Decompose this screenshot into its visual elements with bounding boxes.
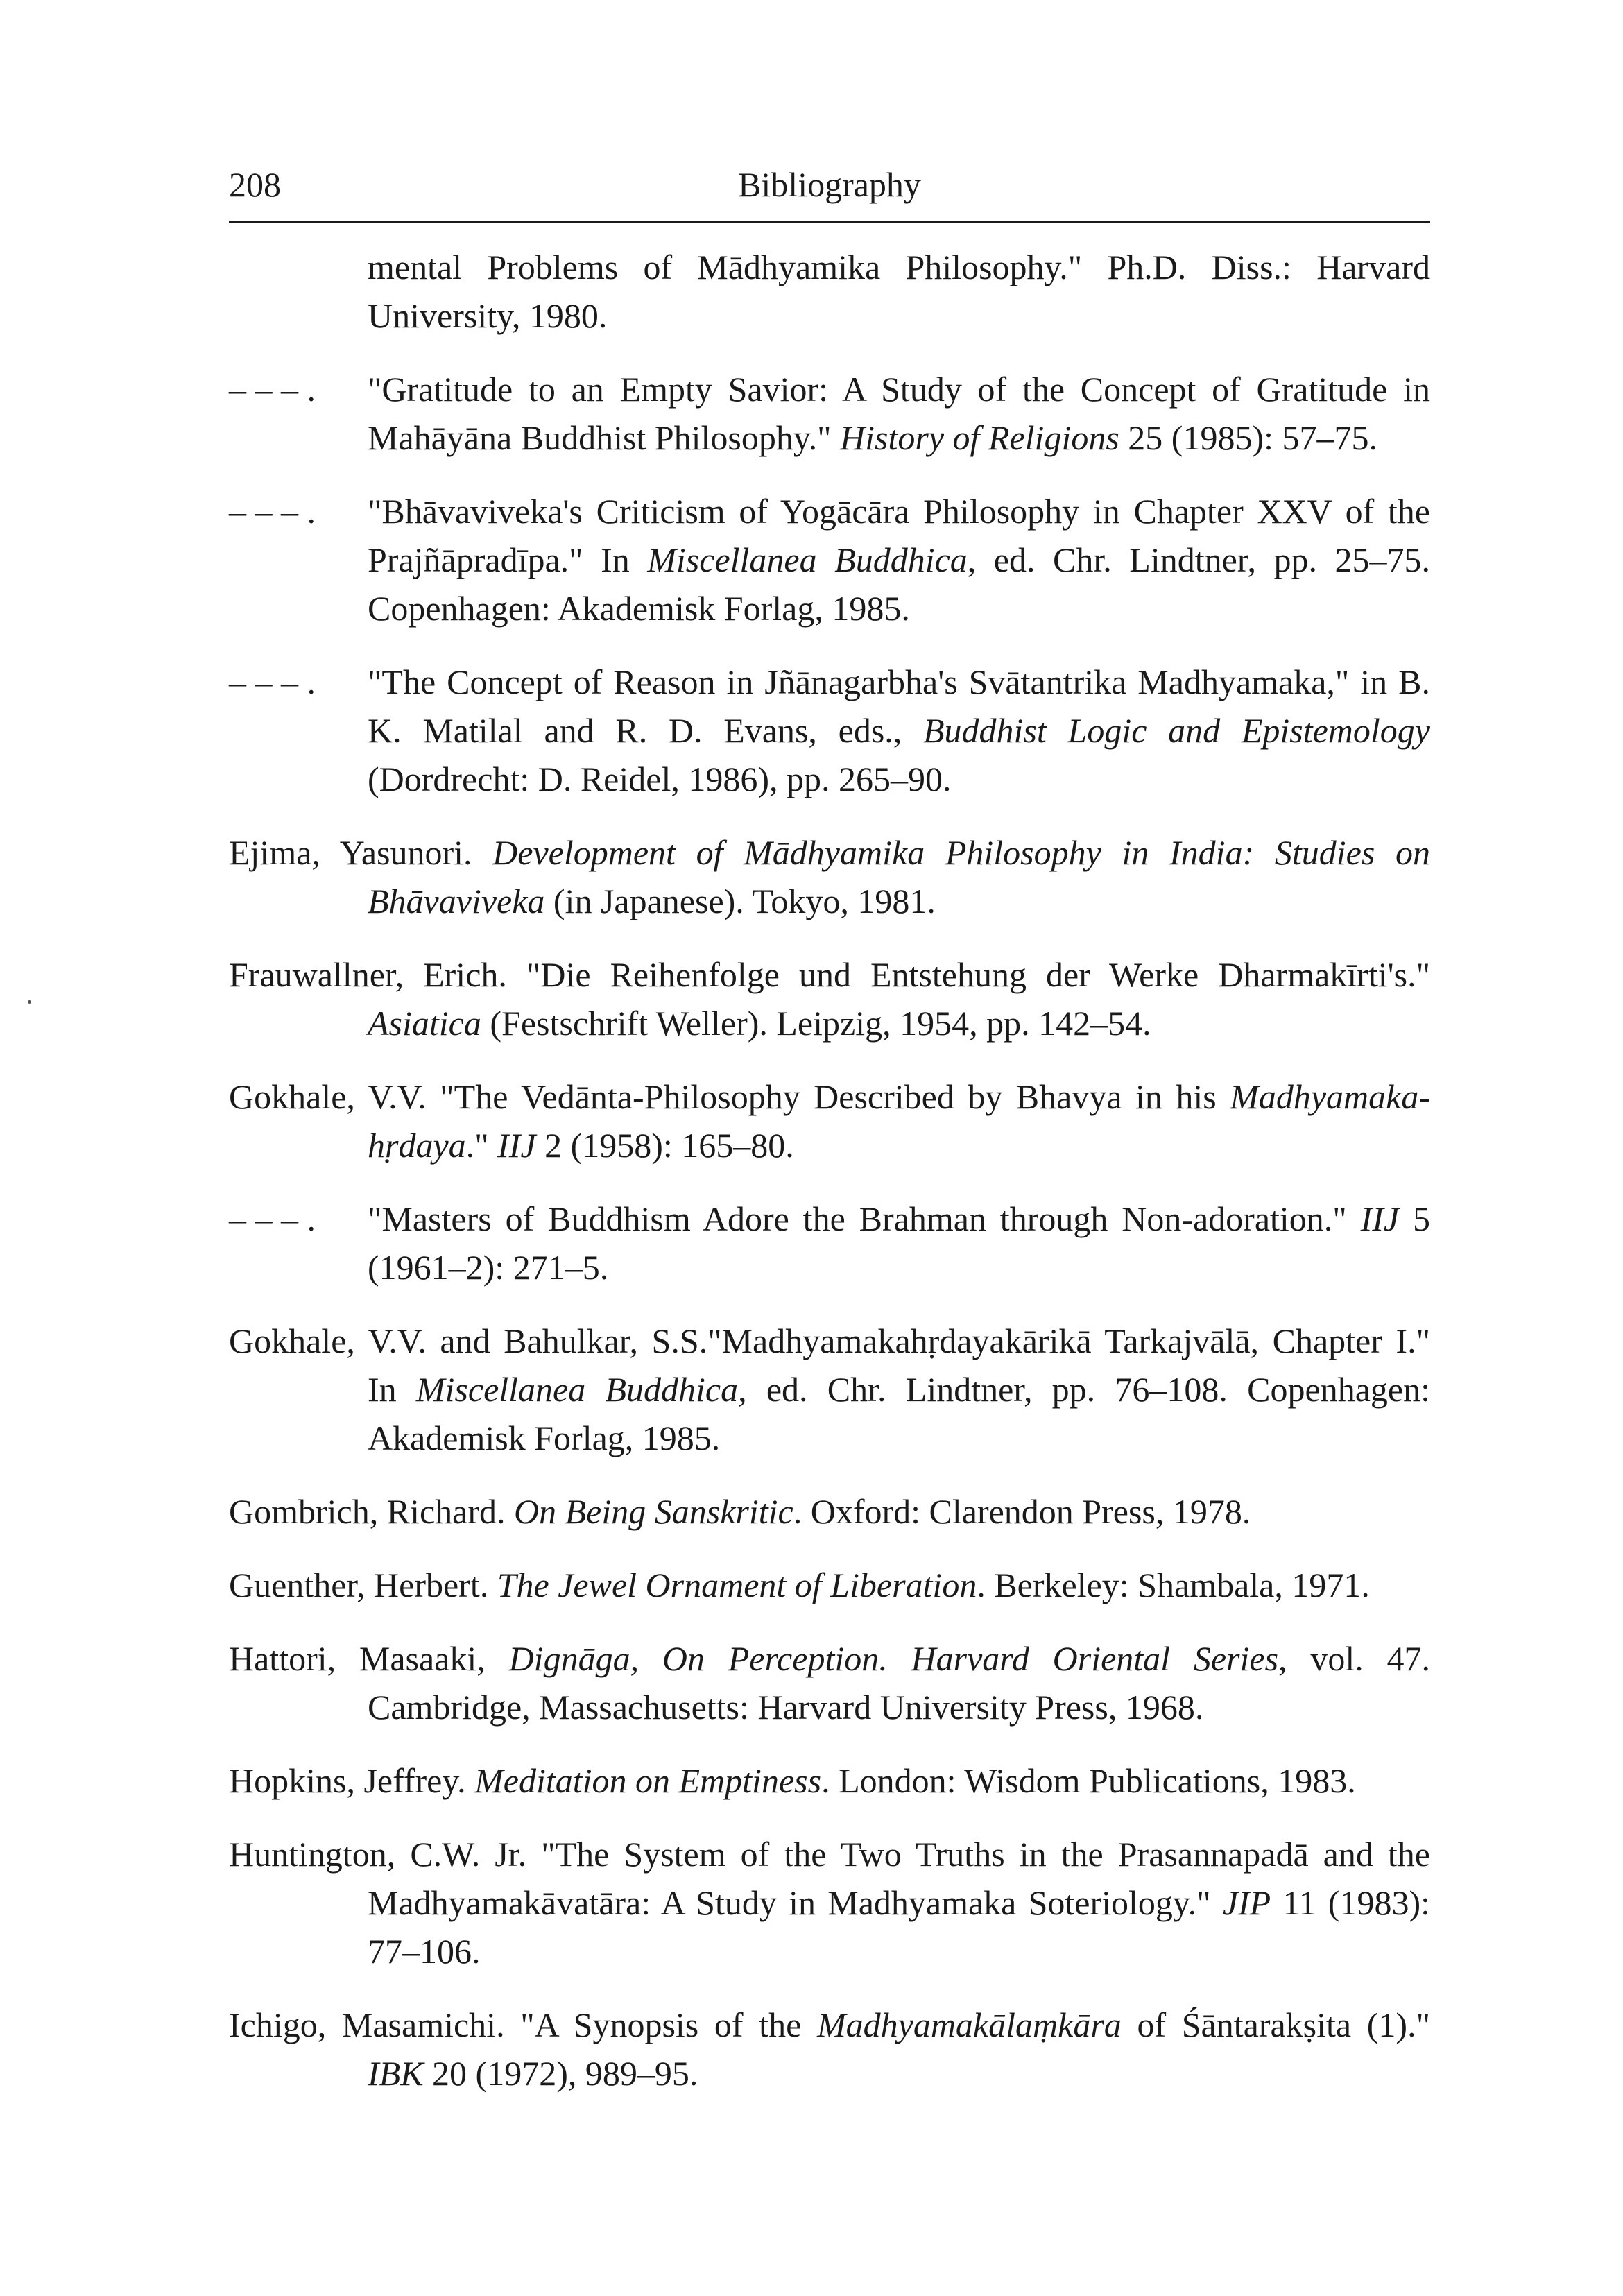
repeat-author-dash: – – – . (229, 1199, 316, 1238)
bib-entry: – – – . "Bhāvaviveka's Criticism of Yogācāra Philosophy in Chapter XXV of the Prajñāpradīpa." In Miscellanea Buddhica, ed. Chr. Lindtner, pp. 25–75. Copenhagen: Akademisk Forlag, 1985. (229, 487, 1430, 633)
bib-entry: Frauwallner, Erich. "Die Reihenfolge und Entstehung der Werke Dharmakīrti's." Asiatica (Festschrift Weller). Leipzig, 1954, pp. 142–54. (229, 955, 1430, 1043)
bib-entry: Gokhale, V.V. "The Vedānta-Philosophy Described by Bhavya in his Madhyamaka-hṛdaya." IIJ 2 (1958): 165–80. (229, 1077, 1430, 1165)
bibliography-list (229, 243, 1430, 2123)
bib-journal: JIP (1222, 1883, 1271, 1922)
bib-entry: Ejima, Yasunori. Development of Mādhyamika Philosophy in India: Studies on Bhāvaviveka (in Japanese). Tokyo, 1981. (229, 833, 1430, 920)
page-number: 208 (229, 165, 281, 204)
bib-title: Buddhist Logic and Epistemology (923, 711, 1431, 750)
bib-title: On Being Sanskritic (514, 1492, 793, 1531)
repeat-author-dash: – – – . (229, 662, 316, 701)
bib-entry: – – – . "The Concept of Reason in Jñānagarbha's Svātantrika Madhyamaka," in B. K. Matilal and R. D. Evans, eds., Buddhist Logic and Epistemology (Dordrecht: D. Reidel, 1986), pp. 265–90. (229, 658, 1430, 803)
bib-title: Madhyamakālaṃkāra (816, 2005, 1122, 2044)
repeat-author-dash: – – – . (229, 370, 316, 409)
bib-title: Madhyamaka-hṛdaya (368, 1077, 1430, 1165)
bib-entry: Ichigo, Masamichi. "A Synopsis of the Madhyamakālaṃkāra of Śāntarakṣita (1)." IBK 20 (1972), 989–95. (229, 2005, 1430, 2093)
bib-title: Dignāga, On Perception. Harvard Oriental Series (508, 1639, 1279, 1678)
bib-entry: Huntington, C.W. Jr. "The System of the Two Truths in the Prasannapadā and the Madhyamakāvatāra: A Study in Madhyamaka Soteriology." JIP 11 (1983): 77–106. (229, 1835, 1431, 1971)
bib-entry: – – – . "Gratitude to an Empty Savior: A Study of the Concept of Gratitude in Mahāyāna Buddhist Philosophy." History of Religions 25 (1985): 57–75. (229, 365, 1430, 462)
bib-title: Development of Mādhyamika Philosophy in India: Studies on Bhāvaviveka (368, 833, 1430, 920)
repeat-author-dash: – – – . (229, 492, 316, 531)
bib-entry-continuation: mental Problems of Mādhyamika Philosophy." Ph.D. Diss.: Harvard University, 1980. (368, 248, 1430, 335)
bib-entry: Hattori, Masaaki, Dignāga, On Perception. Harvard Oriental Series, vol. 47. Cambridge, Massachusetts: Harvard University Press, 1968. (229, 1639, 1430, 1727)
bib-title: The Jewel Ornament of Liberation (497, 1566, 977, 1604)
bib-entry: Gombrich, Richard. On Being Sanskritic. Oxford: Clarendon Press, 1978. (229, 1492, 1251, 1531)
running-title: Bibliography (738, 165, 921, 204)
bib-entry: Guenther, Herbert. The Jewel Ornament of Liberation. Berkeley: Shambala, 1971. (229, 1566, 1370, 1604)
bib-entry: Hopkins, Jeffrey. Meditation on Emptiness. London: Wisdom Publications, 1983. (229, 1761, 1356, 1800)
bib-entry: – – – . "Masters of Buddhism Adore the Brahman through Non-adoration." IIJ 5 (1961–2): 271–5. (229, 1194, 1430, 1292)
bib-entry: Gokhale, V.V. and Bahulkar, S.S."Madhyamakahṛdayakārikā Tarkajvālā, Chapter I." In Miscellanea Buddhica, ed. Chr. Lindtner, pp. 76–108. Copenhagen: Akademisk Forlag, 1985. (229, 1321, 1430, 1457)
bib-journal: IBK (368, 2054, 424, 2093)
page-header (229, 164, 1430, 223)
bib-journal: IIJ (497, 1126, 536, 1165)
bib-title: Miscellanea Buddhica (647, 540, 968, 579)
bib-title: Meditation on Emptiness (474, 1761, 822, 1800)
bib-title: Miscellanea Buddhica (415, 1370, 739, 1409)
bib-title: Asiatica (368, 1004, 481, 1043)
bib-journal: IIJ (1360, 1199, 1400, 1238)
bib-title: History of Religions (840, 418, 1119, 457)
scan-speck (28, 1000, 31, 1004)
